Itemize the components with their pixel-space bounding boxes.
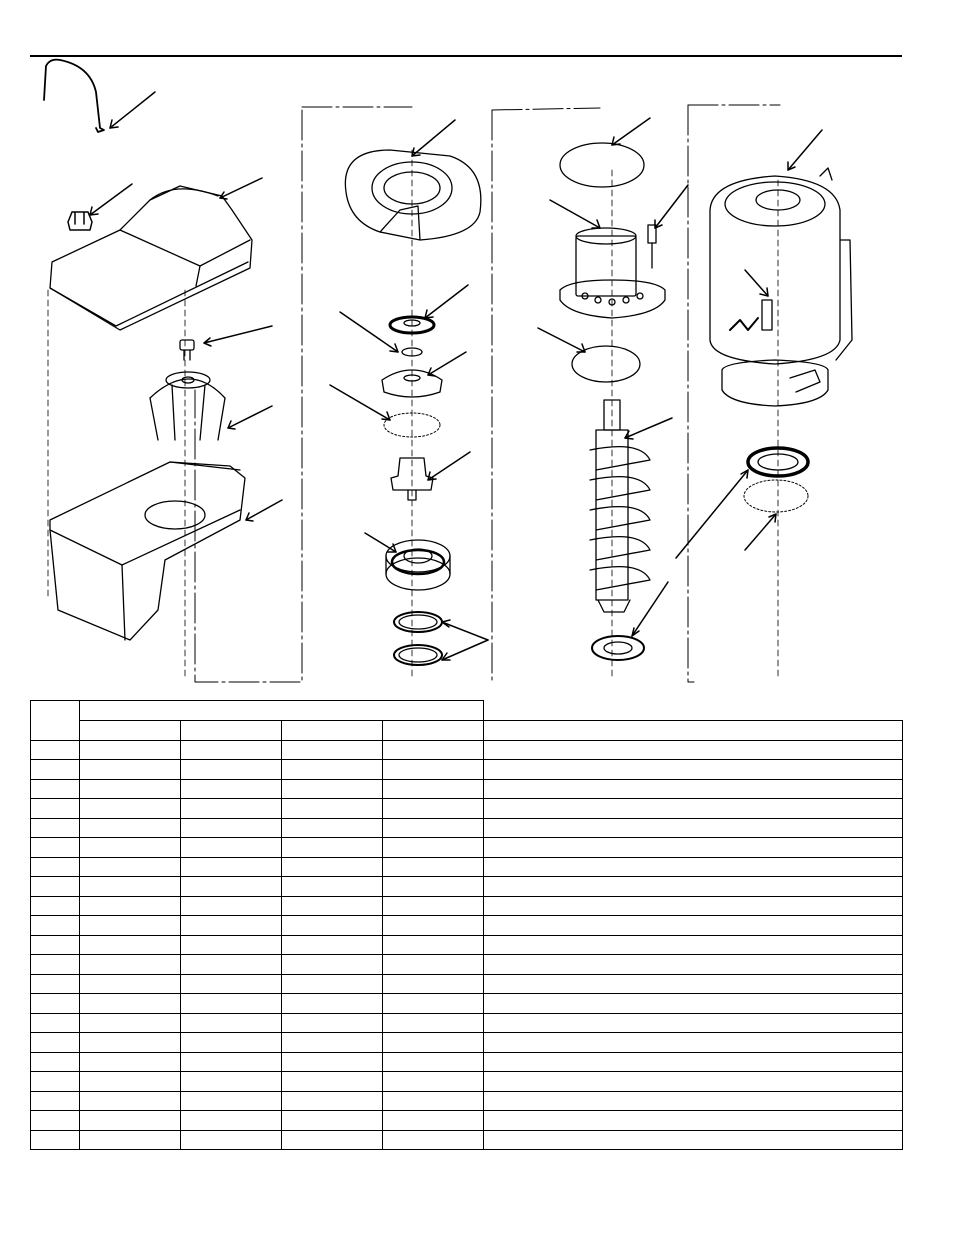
table-cell xyxy=(181,838,282,858)
table-cell xyxy=(181,1091,282,1111)
table-cell xyxy=(80,799,181,819)
table-cell xyxy=(282,1033,383,1053)
table-cell xyxy=(31,1091,80,1111)
table-cell xyxy=(80,1013,181,1033)
table-cell xyxy=(383,1072,484,1092)
table-cell xyxy=(484,1052,903,1072)
table-cell xyxy=(484,1072,903,1092)
bearing xyxy=(386,540,450,590)
table-cell xyxy=(383,760,484,780)
table-cell xyxy=(31,1013,80,1033)
table-cell xyxy=(80,1111,181,1131)
table-cell xyxy=(80,838,181,858)
table-cell xyxy=(282,760,383,780)
top-cover xyxy=(50,186,252,330)
motor xyxy=(710,168,852,406)
table-cell xyxy=(282,799,383,819)
table-cell xyxy=(484,838,903,858)
table-cell xyxy=(383,1033,484,1053)
table-cell xyxy=(80,1033,181,1053)
table-row xyxy=(31,779,903,799)
table-row xyxy=(31,1013,903,1033)
table-cell xyxy=(383,1111,484,1131)
flange-bearing-housing xyxy=(560,228,665,318)
table-cell xyxy=(181,1111,282,1131)
table-cell xyxy=(282,877,383,897)
table-cell xyxy=(80,896,181,916)
table-cell xyxy=(484,1013,903,1033)
snap-rings xyxy=(394,612,442,665)
table-cell xyxy=(80,935,181,955)
table-cell xyxy=(31,935,80,955)
table-cell xyxy=(181,857,282,877)
table-cell xyxy=(282,1013,383,1033)
table-cell xyxy=(181,1130,282,1150)
table-cell xyxy=(80,857,181,877)
table-cell xyxy=(31,1033,80,1053)
table-cell xyxy=(282,1091,383,1111)
table-cell xyxy=(282,1130,383,1150)
table-cell xyxy=(484,896,903,916)
table-cell xyxy=(80,1072,181,1092)
stud xyxy=(648,225,656,268)
table-cell xyxy=(31,799,80,819)
header-blank-cell xyxy=(484,701,903,721)
table-cell xyxy=(383,838,484,858)
header-item-cell xyxy=(31,701,80,741)
table-cell xyxy=(181,955,282,975)
table-cell xyxy=(484,955,903,975)
table-cell xyxy=(181,740,282,760)
table-cell xyxy=(282,974,383,994)
screw xyxy=(180,340,194,360)
gasket-bottom xyxy=(744,480,808,512)
table-cell xyxy=(31,1072,80,1092)
table-cell xyxy=(31,818,80,838)
table-cell xyxy=(484,818,903,838)
table-row xyxy=(31,1091,903,1111)
table-cell xyxy=(484,799,903,819)
table-cell xyxy=(181,818,282,838)
table-cell xyxy=(181,799,282,819)
clip xyxy=(68,212,92,230)
table-cell xyxy=(181,974,282,994)
table-cell xyxy=(383,955,484,975)
table-cell xyxy=(80,1130,181,1150)
table-cell xyxy=(80,1091,181,1111)
table-cell xyxy=(282,896,383,916)
table-cell xyxy=(31,916,80,936)
lower-housing xyxy=(50,462,245,640)
table-cell xyxy=(31,994,80,1014)
subheader-cell xyxy=(282,721,383,741)
table-cell xyxy=(80,760,181,780)
table-cell xyxy=(383,916,484,936)
table-cell xyxy=(282,955,383,975)
table-row xyxy=(31,896,903,916)
table-cell xyxy=(484,994,903,1014)
table-cell xyxy=(282,779,383,799)
table-cell xyxy=(31,779,80,799)
table-row xyxy=(31,916,903,936)
table-cell xyxy=(80,994,181,1014)
table-cell xyxy=(181,1072,282,1092)
lower-seal xyxy=(592,636,644,660)
table-cell xyxy=(181,877,282,897)
table-cell xyxy=(484,974,903,994)
table-row xyxy=(31,1033,903,1053)
table-row xyxy=(31,818,903,838)
table-row xyxy=(31,838,903,858)
subheader-cell xyxy=(484,721,903,741)
table-cell xyxy=(282,740,383,760)
table-cell xyxy=(484,916,903,936)
table-cell xyxy=(80,974,181,994)
table-row xyxy=(31,857,903,877)
table-cell xyxy=(383,1052,484,1072)
table-cell xyxy=(181,994,282,1014)
table-cell xyxy=(383,994,484,1014)
alignment-lines xyxy=(48,150,778,680)
table-cell xyxy=(383,799,484,819)
table-cell xyxy=(31,740,80,760)
table-cell xyxy=(282,916,383,936)
gasket-top xyxy=(560,143,644,187)
table-cell xyxy=(484,1033,903,1053)
table-cell xyxy=(181,1013,282,1033)
deflector xyxy=(150,372,225,440)
table-cell xyxy=(484,760,903,780)
table-cell xyxy=(282,994,383,1014)
table-row xyxy=(31,1072,903,1092)
table-row xyxy=(31,935,903,955)
table-row xyxy=(31,974,903,994)
table-row xyxy=(31,877,903,897)
subheader-cell xyxy=(181,721,282,741)
table-cell xyxy=(282,838,383,858)
table-cell xyxy=(31,1052,80,1072)
table-cell xyxy=(31,838,80,858)
table-row xyxy=(31,740,903,760)
table-cell xyxy=(31,760,80,780)
table-cell xyxy=(181,760,282,780)
table-cell xyxy=(31,896,80,916)
subheader-cell xyxy=(80,721,181,741)
table-cell xyxy=(383,896,484,916)
table-cell xyxy=(181,896,282,916)
leader-arrows xyxy=(90,92,822,660)
table-cell xyxy=(484,877,903,897)
table-cell xyxy=(484,1111,903,1131)
table-cell xyxy=(31,877,80,897)
table-cell xyxy=(484,1091,903,1111)
table-cell xyxy=(181,779,282,799)
table-row xyxy=(31,955,903,975)
table-cell xyxy=(484,779,903,799)
table-cell xyxy=(282,1111,383,1131)
table-cell xyxy=(383,1091,484,1111)
group-frames xyxy=(195,105,780,682)
table-header-row xyxy=(31,701,903,721)
header-group-cell xyxy=(80,701,484,721)
table-cell xyxy=(383,1130,484,1150)
table-cell xyxy=(282,818,383,838)
table-cell xyxy=(282,1072,383,1092)
subheader-cell xyxy=(383,721,484,741)
table-cell xyxy=(31,1111,80,1131)
table-cell xyxy=(80,1052,181,1072)
table-row xyxy=(31,1052,903,1072)
table-cell xyxy=(181,1033,282,1053)
table-cell xyxy=(383,1013,484,1033)
table-cell xyxy=(80,955,181,975)
table-subheader-row xyxy=(31,721,903,741)
table-cell xyxy=(484,1130,903,1150)
table-cell xyxy=(31,955,80,975)
table-cell xyxy=(80,740,181,760)
table-row xyxy=(31,994,903,1014)
table-cell xyxy=(383,818,484,838)
table-cell xyxy=(484,935,903,955)
table-cell xyxy=(80,818,181,838)
table-cell xyxy=(383,877,484,897)
table-cell xyxy=(181,935,282,955)
table-cell xyxy=(282,1052,383,1072)
table-cell xyxy=(383,974,484,994)
table-row xyxy=(31,1130,903,1150)
table-cell xyxy=(484,740,903,760)
table-cell xyxy=(31,857,80,877)
inlet-ring xyxy=(345,150,481,240)
wire-bail xyxy=(44,60,104,132)
table-cell xyxy=(383,779,484,799)
table-row xyxy=(31,799,903,819)
table-cell xyxy=(80,916,181,936)
table-cell xyxy=(383,740,484,760)
table-cell xyxy=(80,877,181,897)
table-cell xyxy=(80,779,181,799)
table-cell xyxy=(282,935,383,955)
table-cell xyxy=(31,1130,80,1150)
table-cell xyxy=(181,916,282,936)
table-cell xyxy=(484,857,903,877)
table-cell xyxy=(181,1052,282,1072)
table-cell xyxy=(383,857,484,877)
table-row xyxy=(31,760,903,780)
table-cell xyxy=(383,935,484,955)
table-cell xyxy=(31,974,80,994)
table-cell xyxy=(282,857,383,877)
table-row xyxy=(31,1111,903,1131)
parts-list-table xyxy=(30,700,903,1150)
